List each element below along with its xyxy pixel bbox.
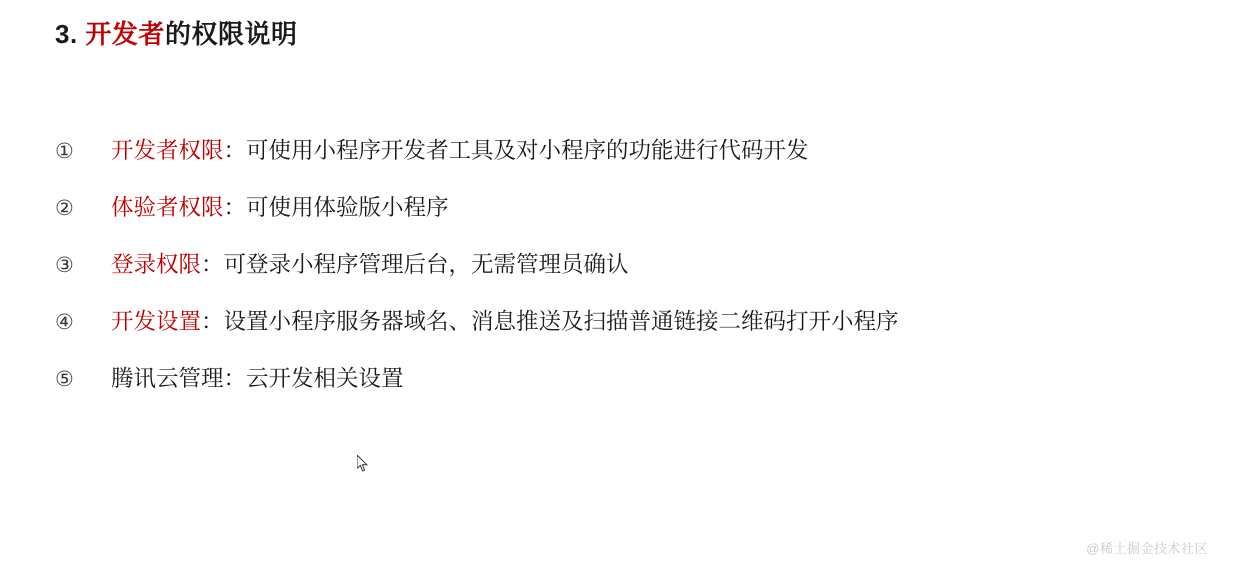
page-title-highlight: 开发者	[85, 19, 165, 49]
list-item-description: 可使用小程序开发者工具及对小程序的功能进行代码开发	[246, 138, 809, 163]
list-item-term: 体验者权限	[111, 195, 224, 220]
permission-list	[55, 122, 1175, 407]
list-item-term: 腾讯云管理	[111, 366, 224, 391]
list-item-marker: ①	[55, 140, 74, 163]
page-title-rest: 的权限说明	[164, 19, 298, 49]
list-item	[55, 236, 1175, 293]
page-title	[55, 16, 297, 52]
list-item	[55, 179, 1175, 236]
watermark: @稀土掘金技术社区	[1086, 541, 1208, 556]
list-item-separator: ：	[223, 195, 247, 220]
list-item-description: 可使用体验版小程序	[246, 195, 449, 220]
list-item	[55, 350, 1175, 407]
list-item-term: 登录权限	[111, 252, 202, 277]
list-item-term: 开发设置	[111, 309, 202, 334]
list-item-separator: ：	[201, 309, 224, 334]
list-item-marker: ②	[55, 197, 74, 220]
mouse-cursor-icon	[357, 455, 369, 473]
list-item-marker: ③	[55, 254, 74, 277]
list-item-term: 开发者权限	[111, 138, 224, 163]
page-title-number: 3.	[55, 19, 78, 49]
list-item	[55, 293, 1175, 350]
list-item-marker: ⑤	[55, 368, 74, 391]
list-item	[55, 122, 1175, 179]
list-item-separator: ：	[201, 252, 224, 277]
list-item-separator: ：	[223, 366, 247, 391]
list-item-marker: ④	[55, 311, 74, 334]
list-item-separator: ：	[223, 138, 247, 163]
list-item-description: 设置小程序服务器域名、消息推送及扫描普通链接二维码打开小程序	[223, 309, 899, 334]
list-item-description: 云开发相关设置	[246, 366, 404, 391]
list-item-description: 可登录小程序管理后台，无需管理员确认	[223, 252, 629, 277]
